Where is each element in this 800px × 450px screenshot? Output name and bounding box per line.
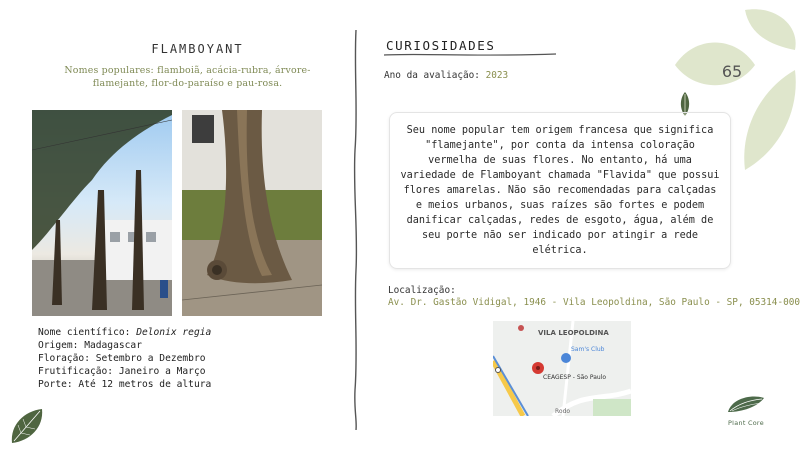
map-place2-label: CEAGESP - São Paulo [543,374,607,381]
map-district-label: VILA LEOPOLDINA [538,329,609,337]
page-number: 65 [721,62,743,81]
fact-fruiting: Frutificação: Janeiro a Março [38,366,206,377]
fact-scientific-name: Nome científico: Delonix regia [38,327,212,338]
fact-size: Porte: Até 12 metros de altura [38,379,212,390]
location-address[interactable]: Av. Dr. Gastão Vidigal, 1946 - Vila Leopoldina, São Paulo - SP, 05314-000 [388,297,800,308]
page-divider [348,30,364,430]
map-place1-label: Sam's Club [571,346,605,353]
curiosities-title: CURIOSIDADES [386,38,496,53]
leaf-logo-icon [724,392,768,414]
evaluation-year: Ano da avaliação: 2023 [384,70,509,81]
fact-origin: Origem: Madagascar [38,340,142,351]
location-label: Localização: [388,285,456,296]
fact-flowering: Floração: Setembro a Dezembro [38,353,206,364]
logo-name: Plant Core [728,419,764,427]
plant-core-logo [716,392,776,427]
map-road-label: Rodo [555,408,571,415]
title-underline [384,52,556,58]
decorative-leaf-bottom-left [6,405,48,447]
tree-trunk-photo [182,110,322,316]
plant-facts [38,326,328,391]
curiosities-text: Seu nome popular tem origem francesa que significa "flamejante", por conta da intensa coloração vermelha de suas flores. No entanto, há uma variedade de Flamboyant chamada "Flavida" que possui flores amarelas. Não são recomendadas para calçadas e meios urbanos, suas raízes são fortes e podem danificar calçadas, redes de esgoto, água, além de seu porte não ser indicado por atingir a rede elétrica. [389,112,731,269]
tree-photo-street [32,110,172,316]
popular-names: Nomes populares: flamboiã, acácia-rubra, árvore-flamejante, flor-do-paraíso e pau-rosa. [64,65,311,89]
location-map[interactable] [493,321,631,416]
plant-title: FLAMBOYANT [151,42,244,56]
